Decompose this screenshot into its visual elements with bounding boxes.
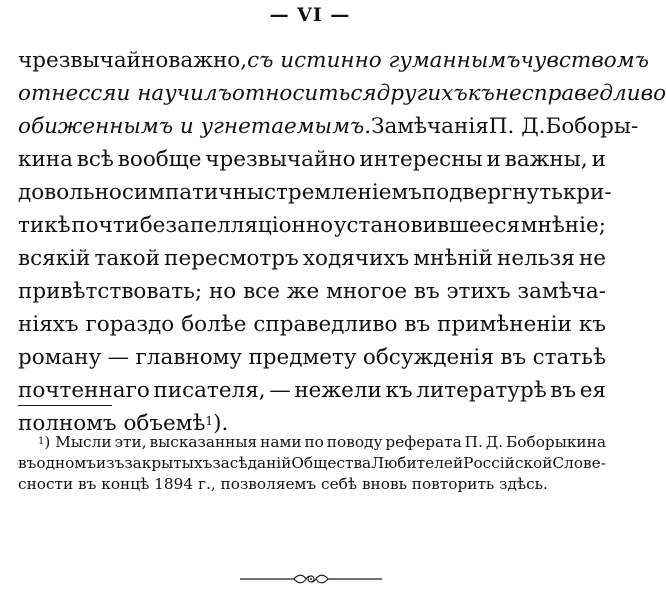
ornament-divider-icon [238, 572, 384, 586]
word: роману [18, 345, 102, 370]
italic-phrase: съ истинно гуманнымъ [247, 48, 521, 73]
word: нежели [294, 378, 382, 403]
word: всѣ [76, 147, 114, 172]
word: эти, [114, 433, 147, 451]
word: П. [464, 433, 483, 451]
word: почти [71, 213, 140, 238]
italic-word: относиться [231, 81, 377, 106]
word: одномъ [36, 454, 97, 472]
word: интересны [359, 147, 483, 172]
word: предмету [248, 345, 357, 370]
footnote-mark: 1 [38, 436, 45, 447]
word: важны, [504, 147, 588, 172]
word: Общества [291, 454, 372, 472]
italic-word: къ [467, 81, 495, 106]
word: къ [578, 312, 606, 337]
word: всякій [18, 246, 91, 271]
footnote-text: сности въ концѣ 1894 г., позволяемъ себѣ вновь повторить здѣсь. [18, 475, 548, 493]
word: засѣданій [212, 454, 292, 472]
word: почтеннаго [18, 378, 150, 403]
word: въ [413, 279, 440, 304]
word: Д. [485, 433, 504, 451]
word: реферата [385, 433, 462, 451]
word: пересмотръ [164, 246, 299, 271]
word: по [304, 433, 324, 451]
word: ). [213, 411, 229, 436]
word: довольно [18, 180, 122, 205]
footnote-line-1 [18, 432, 606, 453]
word: справедливо [253, 312, 398, 337]
word: чрезвычайно [18, 48, 169, 73]
word: нами [260, 433, 302, 451]
footnote-line-3 [18, 474, 606, 495]
footnote-line-2 [18, 453, 606, 474]
word: Боборы- [545, 114, 639, 139]
text-line-2 [18, 77, 666, 110]
italic-word: отнесся [18, 81, 117, 106]
word: симпатичны [121, 180, 264, 205]
main-text-block [18, 44, 666, 440]
word: болѣе [181, 312, 247, 337]
word: изъ [96, 454, 125, 472]
word: въ [18, 454, 37, 472]
word: поводу [326, 433, 383, 451]
word: Любителей [371, 454, 464, 472]
word: гораздо [85, 312, 175, 337]
word: ея [579, 378, 606, 403]
word: въ [550, 378, 577, 403]
word: безапелляціонно [139, 213, 334, 238]
text-line-3 [18, 110, 639, 143]
text-line-10 [18, 341, 606, 374]
word: — [107, 345, 130, 370]
word: важно, [168, 48, 248, 73]
footnote-block [18, 432, 606, 495]
word: главному [135, 345, 243, 370]
word: обсужденія [362, 345, 494, 370]
word: и [591, 147, 606, 172]
italic-word: чувствомъ [520, 48, 649, 73]
word: такой [94, 246, 160, 271]
word: вообще [117, 147, 202, 172]
page-number: — VI — [269, 4, 351, 26]
word: Мысли [55, 433, 112, 451]
footnote-reference[interactable]: 1 [205, 414, 214, 428]
word: — [269, 378, 291, 403]
word: стремленіемъ [264, 180, 422, 205]
word: къ [385, 378, 413, 403]
footnote-lead [38, 432, 112, 453]
word: статьѣ [532, 345, 606, 370]
word: писателя, [153, 378, 266, 403]
italic-phrase: обиженнымъ и угнетаемымъ. [18, 114, 372, 139]
word: Боборыкина [506, 433, 606, 451]
word: Замѣчанія [371, 114, 489, 139]
word: кри- [562, 180, 612, 205]
word: замѣча- [517, 279, 606, 304]
text-line-4 [18, 143, 606, 176]
italic-word: другихъ [376, 81, 468, 106]
word: все [243, 279, 280, 304]
word: ніяхъ [18, 312, 79, 337]
word: высказанныя [149, 433, 258, 451]
word: тикѣ [18, 213, 71, 238]
word: въ [500, 345, 527, 370]
text-line-6 [18, 209, 606, 242]
word: же [286, 279, 320, 304]
word: мнѣній [413, 246, 493, 271]
word: Россійской [463, 454, 553, 472]
word: многое [326, 279, 408, 304]
word: не [578, 246, 606, 271]
text-line-1 [18, 44, 649, 77]
word: чрезвычайно [205, 147, 356, 172]
word: нельзя [497, 246, 575, 271]
text-line-7 [18, 242, 606, 275]
word: подвергнуть [421, 180, 563, 205]
word: мнѣніе; [520, 213, 606, 238]
text-line-9 [18, 308, 606, 341]
text-line-11 [18, 374, 606, 407]
word: П. Д. [488, 114, 546, 139]
word: привѣтствовать; [18, 279, 203, 304]
footnote-divider [18, 405, 112, 406]
italic-word: несправедливо [494, 81, 666, 106]
word: и [486, 147, 501, 172]
paren: ) [44, 433, 51, 451]
word: Слове- [552, 454, 606, 472]
word: этихъ [446, 279, 511, 304]
word: литературѣ [416, 378, 547, 403]
word: установившееся [333, 213, 521, 238]
word: кина [18, 147, 73, 172]
word: примѣненіи [437, 312, 572, 337]
italic-word: и научилъ [116, 81, 232, 106]
text-line-8 [18, 275, 606, 308]
text-line-5 [18, 176, 612, 209]
word: въ [404, 312, 431, 337]
word: полномъ объемѣ [18, 411, 206, 436]
word: ходячихъ [302, 246, 410, 271]
word: закрытыхъ [124, 454, 213, 472]
word: но [208, 279, 237, 304]
